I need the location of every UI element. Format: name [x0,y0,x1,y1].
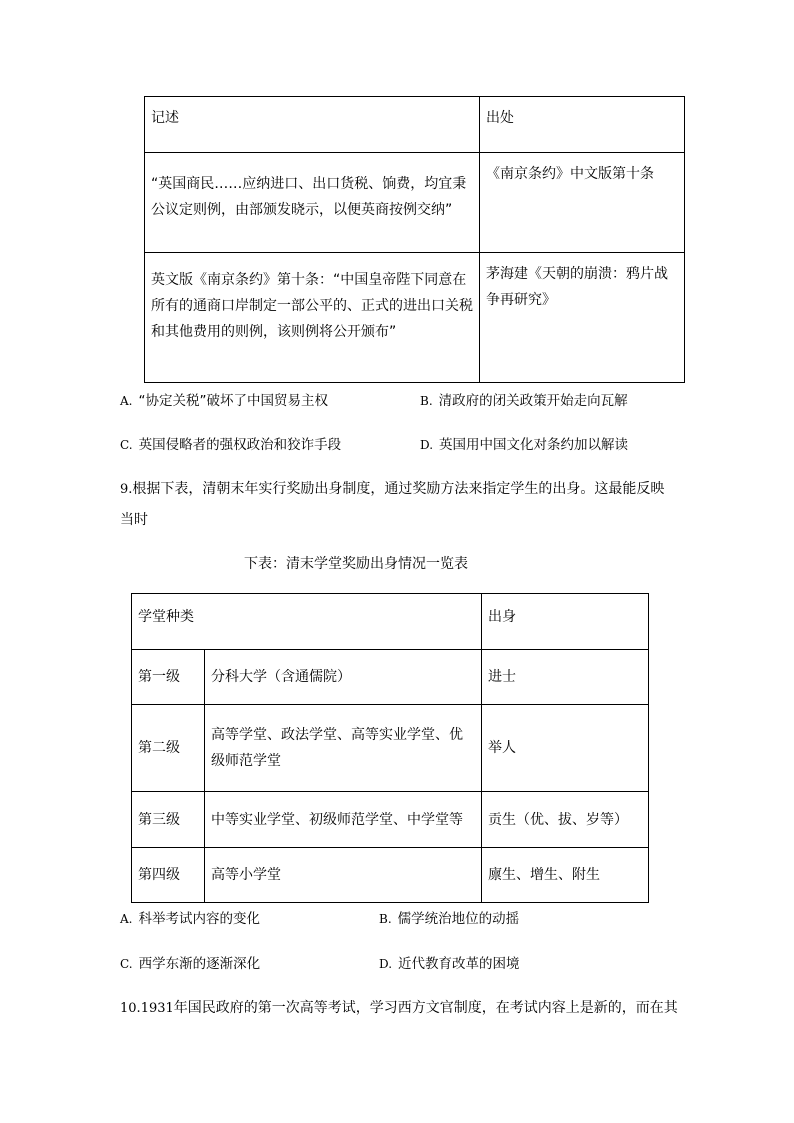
level-cell: 第三级 [132,792,205,848]
stem-line-1: 根据下表，清朝末年实行奖励出身制度，通过奖励方法来指定学生的出身。这最能反映 [132,481,665,497]
table-row [132,705,649,792]
option-d[interactable] [420,435,628,455]
option-text: 英国侵略者的强权政治和狡诈手段 [138,437,342,453]
source-cell: 《南京条约》中文版第十条 [480,153,685,253]
option-key: D. [379,957,393,971]
option-c[interactable] [120,954,260,974]
option-a[interactable] [120,391,328,411]
option-d[interactable] [379,954,520,974]
table-header-row [145,97,685,153]
option-c[interactable] [120,435,341,455]
level-cell: 第二级 [132,705,205,792]
table-caption: 下表：清末学堂奖励出身情况一览表 [244,556,468,572]
table-row [145,153,685,253]
origin-cell: 贡生（优、拔、岁等） [482,792,649,848]
table-row [132,650,649,705]
option-text: 清政府的闭关政策开始走向瓦解 [438,393,628,409]
question-number: 10. [120,1001,141,1016]
table-header-row [132,594,649,650]
level-cell: 第一级 [132,650,205,705]
statement-cell: 英文版《南京条约》第十条：“中国皇帝陛下同意在所有的通商口岸制定一部公平的、正式的进出口关税和其他费用的则例，该则例将公开颁布” [145,253,480,383]
option-b[interactable] [420,391,628,411]
option-text: 近代教育改革的困境 [398,956,520,972]
option-text: 西学东渐的逐渐深化 [138,956,261,972]
option-key: A. [120,394,133,408]
option-key: B. [379,912,392,926]
option-key: C. [120,438,133,452]
option-key: C. [120,957,133,971]
option-text: 科举考试内容的变化 [138,911,260,927]
level-cell: 第四级 [132,848,205,903]
stem-text: 年国民政府的第一次高等考试，学习西方文官制度，在考试内容上是新的，而在其 [173,1000,678,1016]
table-row [132,848,649,903]
origin-cell: 举人 [482,705,649,792]
schools-cell: 分科大学（含通儒院） [205,650,482,705]
year: 1931 [140,1001,174,1016]
option-a[interactable] [120,909,260,929]
header-source: 出处 [480,97,685,153]
school-reward-table [131,593,649,903]
question-10-stem [120,993,678,1024]
option-key: A. [120,912,133,926]
statement-cell: “英国商民……应纳进口、出口货税、饷费，均宜秉公议定则例，由部颁发晓示，以便英商按例交纳” [145,153,480,253]
option-key: B. [420,394,433,408]
schools-cell: 中等实业学堂、初级师范学堂、中学堂等 [205,792,482,848]
option-key: D. [420,438,434,452]
question-9-stem [120,474,680,535]
schools-cell: 高等小学堂 [205,848,482,903]
q8-source-table [144,96,685,383]
origin-cell: 廪生、增生、附生 [482,848,649,903]
table-row [132,792,649,848]
option-text: 儒学统治地位的动摇 [397,911,520,927]
option-text: 英国用中国文化对条约加以解读 [439,437,629,453]
header-school-type: 学堂种类 [132,594,482,650]
origin-cell: 进士 [482,650,649,705]
header-statement: 记述 [145,97,480,153]
option-text: “协定关税”破坏了中国贸易主权 [138,393,328,409]
stem-line-2: 当时 [120,512,148,528]
source-cell: 茅海建《天朝的崩溃：鸦片战争再研究》 [480,253,685,383]
question-number: 9. [120,482,133,497]
schools-cell: 高等学堂、政法学堂、高等实业学堂、优级师范学堂 [205,705,482,792]
table-row [145,253,685,383]
header-origin: 出身 [482,594,649,650]
option-b[interactable] [379,909,519,929]
